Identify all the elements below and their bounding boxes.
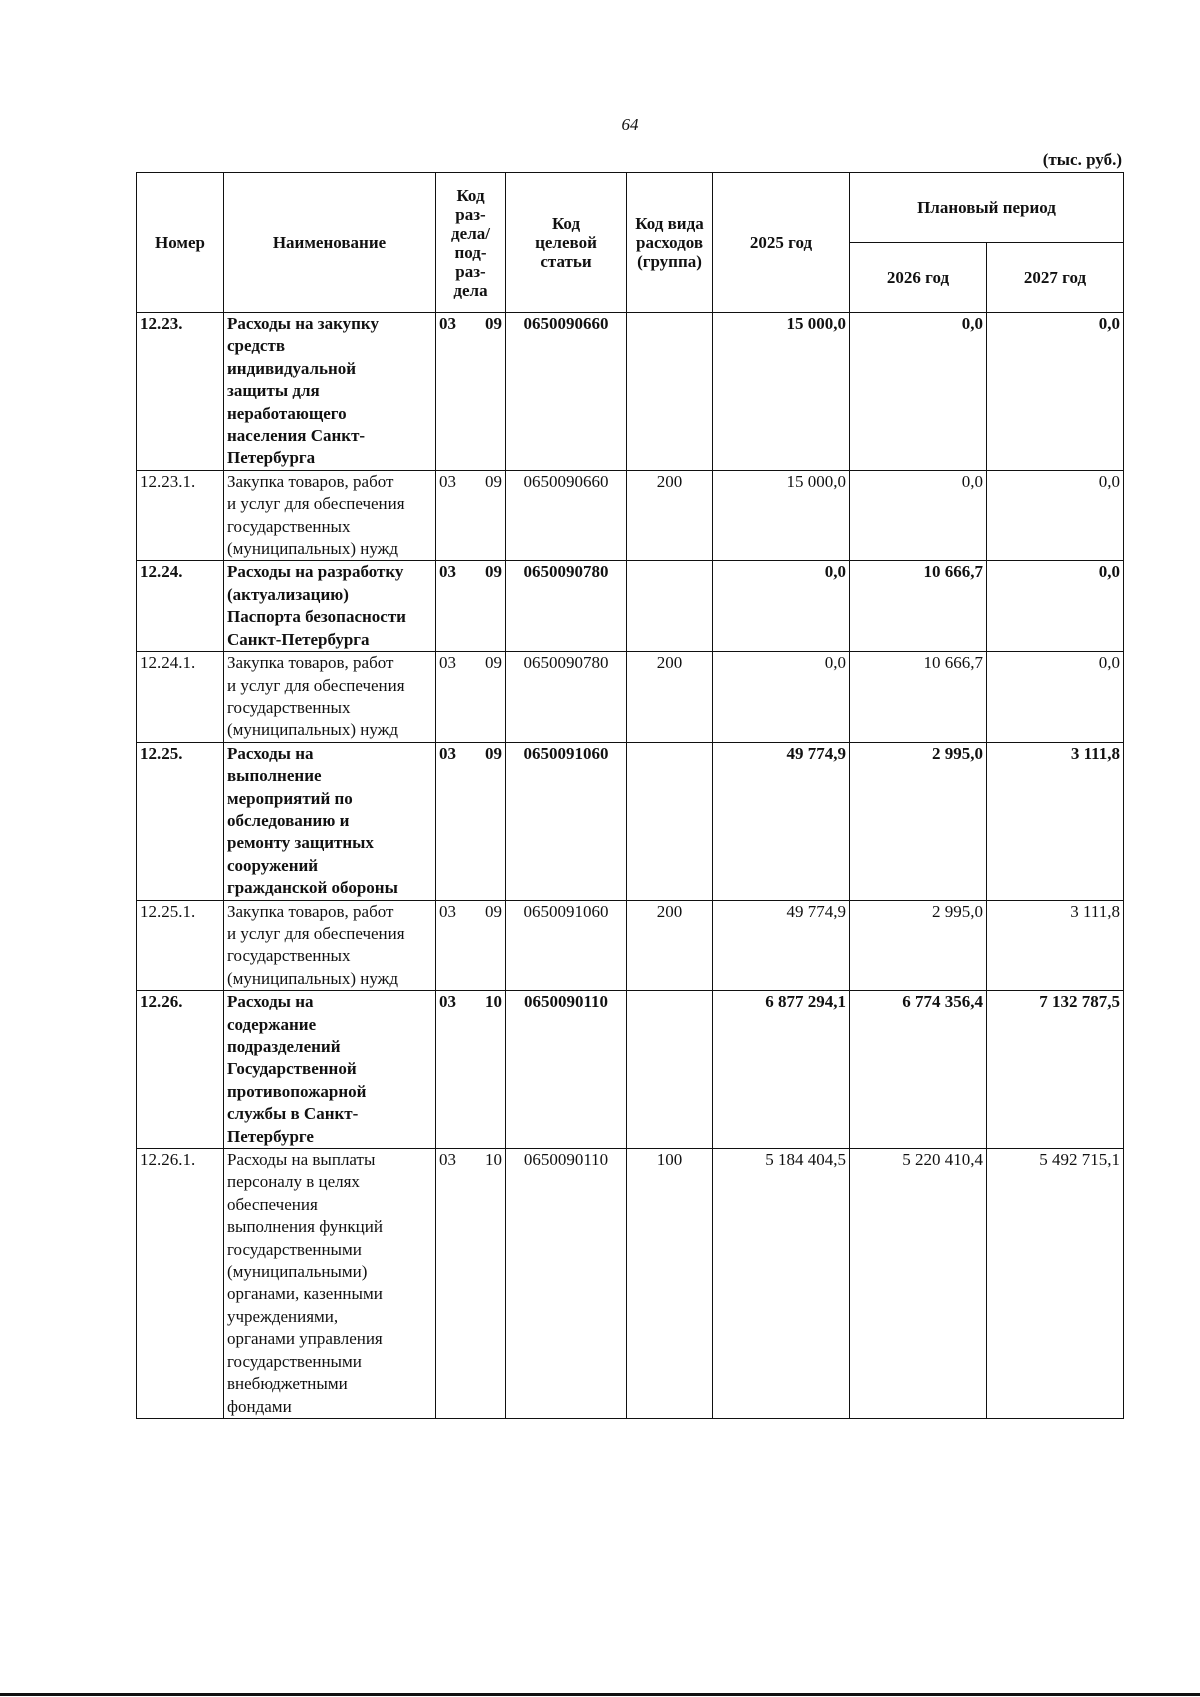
row-expense-type bbox=[627, 313, 713, 471]
row-name-line: обеспечения bbox=[227, 1194, 318, 1214]
row-name-line: фондами bbox=[227, 1396, 292, 1416]
row-section-code bbox=[436, 313, 506, 471]
row-name-line: Расходы на закупку bbox=[227, 314, 379, 333]
row-name-line: индивидуальной bbox=[227, 358, 357, 378]
row-name-line: (муниципальных) нужд bbox=[227, 720, 399, 740]
row-name-line: и услуг для обеспечения bbox=[227, 494, 405, 514]
row-section: 03 bbox=[439, 314, 456, 333]
row-amount-2025: 49 774,9 bbox=[713, 742, 850, 900]
row-section: 03 bbox=[439, 562, 456, 582]
row-amount-2026: 6 774 356,4 bbox=[850, 991, 987, 1149]
header-section-code-line: раз- bbox=[455, 261, 486, 281]
row-amount-2025: 15 000,0 bbox=[713, 313, 850, 471]
row-target-code: 0650091060 bbox=[506, 900, 627, 991]
row-name bbox=[224, 991, 436, 1149]
header-section-code-line: Код bbox=[456, 185, 485, 205]
header-expense-type bbox=[627, 173, 713, 313]
row-name bbox=[224, 470, 436, 561]
row-name bbox=[224, 561, 436, 652]
row-subsection: 09 bbox=[485, 743, 502, 763]
header-section-code-line: дела/ bbox=[451, 223, 490, 243]
header-planned-period: Плановый период bbox=[850, 173, 1124, 243]
row-name-line: неработающего bbox=[227, 403, 347, 423]
row-section: 03 bbox=[439, 992, 456, 1012]
row-expense-type: 200 bbox=[627, 652, 713, 743]
row-number: 12.25.1. bbox=[137, 900, 224, 991]
row-section: 03 bbox=[439, 471, 456, 491]
row-expense-type bbox=[627, 561, 713, 652]
header-section-code bbox=[436, 173, 506, 313]
row-name-line: (муниципальных) нужд bbox=[227, 968, 399, 988]
row-amount-2027: 0,0 bbox=[987, 470, 1124, 561]
row-name-line: (актуализацию) bbox=[227, 584, 349, 604]
row-name-line: государственных bbox=[227, 516, 351, 536]
row-name-line: Расходы на bbox=[227, 743, 314, 763]
row-subsection: 09 bbox=[485, 562, 502, 582]
row-amount-2027: 0,0 bbox=[987, 561, 1124, 652]
row-amount-2027: 7 132 787,5 bbox=[987, 991, 1124, 1149]
row-name-line: защиты для bbox=[227, 381, 320, 401]
row-name-line: Петербурга bbox=[227, 448, 316, 468]
table-row bbox=[137, 652, 1124, 743]
row-target-code: 0650090110 bbox=[506, 991, 627, 1149]
row-amount-2025: 0,0 bbox=[713, 652, 850, 743]
row-amount-2027: 0,0 bbox=[987, 313, 1124, 471]
row-name-line: содержание bbox=[227, 1014, 317, 1034]
row-name-line: населения Санкт- bbox=[227, 426, 366, 446]
header-target-code-line: статьи bbox=[540, 252, 592, 271]
row-amount-2026: 0,0 bbox=[850, 470, 987, 561]
row-name-line: и услуг для обеспечения bbox=[227, 675, 405, 695]
row-expense-type: 100 bbox=[627, 1149, 713, 1419]
header-year-2025: 2025 год bbox=[713, 173, 850, 313]
row-name-line: выполнения функций bbox=[227, 1217, 383, 1237]
row-amount-2025: 15 000,0 bbox=[713, 470, 850, 561]
row-target-code: 0650090110 bbox=[506, 1149, 627, 1419]
row-amount-2026: 2 995,0 bbox=[850, 742, 987, 900]
row-name bbox=[224, 900, 436, 991]
row-name-line: государственными bbox=[227, 1239, 362, 1259]
budget-table bbox=[136, 172, 1124, 1419]
row-amount-2027: 5 492 715,1 bbox=[987, 1149, 1124, 1419]
header-expense-type-line: Код вида bbox=[635, 214, 704, 233]
row-name-line: Закупка товаров, работ bbox=[227, 653, 394, 673]
row-name-line: (муниципальными) bbox=[227, 1262, 368, 1282]
row-section-code bbox=[436, 1149, 506, 1419]
row-section-code bbox=[436, 991, 506, 1149]
row-name-line: учреждениями, bbox=[227, 1306, 339, 1326]
table-row bbox=[137, 561, 1124, 652]
header-expense-type-line: расходов bbox=[636, 233, 703, 252]
row-name-line: государственными bbox=[227, 1351, 362, 1371]
header-year-2027: 2027 год bbox=[987, 243, 1124, 313]
row-subsection: 09 bbox=[485, 314, 502, 333]
row-section-code bbox=[436, 742, 506, 900]
row-name-line: гражданской обороны bbox=[227, 878, 398, 898]
row-target-code: 0650090660 bbox=[506, 470, 627, 561]
row-name-line: службы в Санкт- bbox=[227, 1104, 359, 1124]
row-name-line: средств bbox=[227, 336, 285, 356]
row-amount-2026: 2 995,0 bbox=[850, 900, 987, 991]
row-name-line: выполнение bbox=[227, 766, 322, 786]
header-section-code-line: раз- bbox=[455, 204, 486, 224]
row-subsection: 10 bbox=[485, 992, 502, 1012]
row-subsection: 09 bbox=[485, 653, 502, 673]
row-name bbox=[224, 1149, 436, 1419]
page-number: 64 bbox=[621, 115, 639, 134]
row-amount-2026: 0,0 bbox=[850, 313, 987, 471]
row-name-line: противопожарной bbox=[227, 1081, 367, 1101]
scan-edge-rule bbox=[0, 1693, 1200, 1696]
header-section-code-line: под- bbox=[454, 242, 487, 262]
table-row bbox=[137, 900, 1124, 991]
table-row bbox=[137, 991, 1124, 1149]
row-target-code: 0650090780 bbox=[506, 652, 627, 743]
row-number: 12.23. bbox=[137, 313, 224, 471]
row-amount-2026: 10 666,7 bbox=[850, 652, 987, 743]
row-name bbox=[224, 313, 436, 471]
header-target-code-line: целевой bbox=[535, 233, 597, 252]
row-name-line: персоналу в целях bbox=[227, 1172, 360, 1192]
row-name-line: органами, казенными bbox=[227, 1284, 383, 1304]
row-name-line: Петербурге bbox=[227, 1126, 314, 1146]
row-section-code bbox=[436, 900, 506, 991]
row-expense-type bbox=[627, 742, 713, 900]
row-section-code bbox=[436, 561, 506, 652]
row-subsection: 10 bbox=[485, 1150, 502, 1170]
table-row bbox=[137, 470, 1124, 561]
row-expense-type: 200 bbox=[627, 900, 713, 991]
row-name-line: органами управления bbox=[227, 1329, 383, 1349]
row-expense-type: 200 bbox=[627, 470, 713, 561]
row-section: 03 bbox=[439, 1150, 456, 1170]
budget-table-body bbox=[137, 313, 1124, 1419]
row-name-line: сооружений bbox=[227, 855, 319, 875]
row-name-line: Санкт-Петербурга bbox=[227, 629, 370, 649]
row-amount-2025: 0,0 bbox=[713, 561, 850, 652]
row-name-line: Государственной bbox=[227, 1059, 357, 1079]
row-section-code bbox=[436, 470, 506, 561]
row-name-line: подразделений bbox=[227, 1037, 341, 1056]
row-number: 12.25. bbox=[137, 742, 224, 900]
row-name-line: мероприятий по bbox=[227, 788, 353, 808]
header-number: Номер bbox=[137, 173, 224, 313]
header-target-code-line: Код bbox=[551, 214, 581, 233]
row-target-code: 0650090780 bbox=[506, 561, 627, 652]
row-section-code bbox=[436, 652, 506, 743]
row-name bbox=[224, 742, 436, 900]
table-row bbox=[137, 313, 1124, 471]
row-amount-2027: 3 111,8 bbox=[987, 900, 1124, 991]
header-expense-type-line: (группа) bbox=[637, 252, 702, 271]
row-name-line: и услуг для обеспечения bbox=[227, 923, 405, 943]
row-name bbox=[224, 652, 436, 743]
row-amount-2026: 5 220 410,4 bbox=[850, 1149, 987, 1419]
row-name-line: Расходы на выплаты bbox=[227, 1150, 376, 1170]
row-target-code: 0650091060 bbox=[506, 742, 627, 900]
row-subsection: 09 bbox=[485, 471, 502, 491]
row-amount-2026: 10 666,7 bbox=[850, 561, 987, 652]
header-year-2026: 2026 год bbox=[850, 243, 987, 313]
row-amount-2027: 3 111,8 bbox=[987, 742, 1124, 900]
row-amount-2027: 0,0 bbox=[987, 652, 1124, 743]
row-section: 03 bbox=[439, 653, 456, 673]
row-name-line: обследованию и bbox=[227, 810, 350, 830]
row-name-line: ремонту защитных bbox=[227, 833, 374, 853]
row-amount-2025: 49 774,9 bbox=[713, 900, 850, 991]
row-target-code: 0650090660 bbox=[506, 313, 627, 471]
row-name-line: Расходы на bbox=[227, 992, 314, 1012]
row-expense-type bbox=[627, 991, 713, 1149]
header-name: Наименование bbox=[224, 173, 436, 313]
row-name-line: Закупка товаров, работ bbox=[227, 471, 394, 491]
unit-note: (тыс. руб.) bbox=[1042, 150, 1122, 169]
row-number: 12.26.1. bbox=[137, 1149, 224, 1419]
row-name-line: Паспорта безопасности bbox=[227, 607, 406, 627]
row-number: 12.24.1. bbox=[137, 652, 224, 743]
row-name-line: Расходы на разработку bbox=[227, 562, 404, 582]
row-number: 12.23.1. bbox=[137, 470, 224, 561]
row-section: 03 bbox=[439, 901, 456, 921]
row-number: 12.26. bbox=[137, 991, 224, 1149]
row-amount-2025: 5 184 404,5 bbox=[713, 1149, 850, 1419]
row-name-line: (муниципальных) нужд bbox=[227, 539, 399, 559]
row-subsection: 09 bbox=[485, 901, 502, 921]
row-amount-2025: 6 877 294,1 bbox=[713, 991, 850, 1149]
table-row bbox=[137, 742, 1124, 900]
header-section-code-line: дела bbox=[453, 280, 488, 300]
row-number: 12.24. bbox=[137, 561, 224, 652]
row-name-line: внебюджетными bbox=[227, 1374, 348, 1394]
row-name-line: государственных bbox=[227, 697, 351, 717]
table-row bbox=[137, 1149, 1124, 1419]
row-name-line: государственных bbox=[227, 946, 351, 966]
row-name-line: Закупка товаров, работ bbox=[227, 901, 394, 921]
row-section: 03 bbox=[439, 743, 456, 763]
header-target-code bbox=[506, 173, 627, 313]
